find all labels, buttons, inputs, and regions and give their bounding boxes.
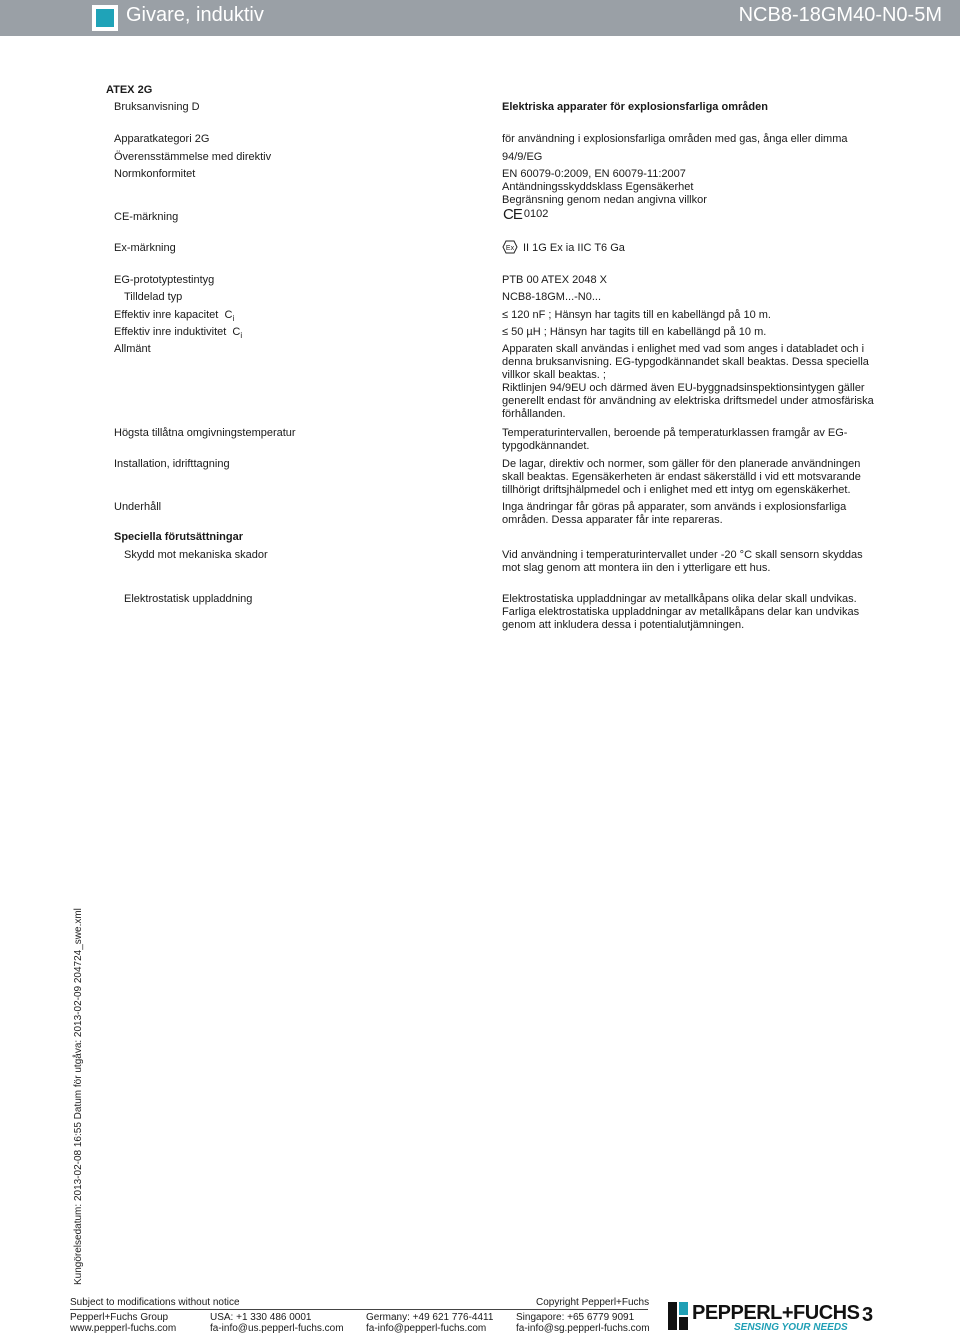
category-value: för användning i explosionsfarliga områden med gas, ånga eller dimma bbox=[502, 133, 848, 145]
norm-value-2: Antändningsskyddsklass Egensäkerhet bbox=[502, 181, 694, 193]
page-title: Givare, induktiv bbox=[126, 4, 264, 26]
manual-value: Elektriska apparater för explosionsfarliga områden bbox=[502, 101, 768, 113]
footer-germany-phone: Germany: +49 621 776-4411 bbox=[366, 1312, 494, 1323]
ex-value: II 1G Ex ia IIC T6 Ga bbox=[523, 242, 625, 254]
inductance-subscript: i bbox=[240, 331, 243, 341]
ex-hexagon-icon bbox=[502, 240, 518, 254]
footer-website[interactable]: www.pepperl-fuchs.com bbox=[70, 1323, 177, 1334]
capacitance-subscript: i bbox=[232, 314, 235, 324]
logo-wordmark: PEPPERL+FUCHS bbox=[692, 1302, 860, 1324]
ce-label: CE-märkning bbox=[114, 211, 179, 223]
publication-note: Kungörelsedatum: 2013-02-08 16:55 Datum för utgåva: 2013-02-09 204724_swe.xml bbox=[73, 908, 84, 1285]
svg-text:Ex: Ex bbox=[505, 245, 515, 252]
general-value-2: Riktlinjen 94/9EU och därmed även EU-byggnadsinspektionsintygen gäller generellt endast för användning av elektriska driftsmedel under atmosfäriska förhållanden. bbox=[502, 382, 874, 420]
inductance-value: ≤ 50 µH ; Hänsyn har tagits till en kabellängd på 10 m. bbox=[502, 326, 767, 338]
header-bar bbox=[0, 0, 960, 36]
ce-number: 0102 bbox=[523, 208, 549, 220]
installation-value: De lagar, direktiv och normer, som gäller för den planerade användningen skall beaktas. Egensäkerheten är endast säkerställd i vid ett motsvarande tillhörigt driftsjhälpmedel och i enlighet med ett intyg om egenskäkerhet. bbox=[502, 458, 861, 496]
footer-germany-email[interactable]: fa-info@pepperl-fuchs.com bbox=[366, 1323, 487, 1334]
norm-label: Normkonformitet bbox=[114, 168, 196, 180]
norm-value-3: Begränsning genom nedan angivna villkor bbox=[502, 194, 707, 206]
cert-value: PTB 00 ATEX 2048 X bbox=[502, 274, 607, 286]
manual-label: Bruksanvisning D bbox=[114, 101, 200, 113]
temperature-label: Högsta tillåtna omgivningstemperatur bbox=[114, 427, 296, 439]
section-heading: ATEX 2G bbox=[106, 84, 153, 96]
mechanical-value: Vid användning i temperaturintervallet under -20 °C skall sensorn skyddas mot slag genom att montera iin den i ytterligare ett hus. bbox=[502, 549, 863, 574]
type-value: NCB8-18GM...-N0... bbox=[502, 291, 602, 303]
footer-group: Pepperl+Fuchs Group bbox=[70, 1312, 169, 1323]
maintenance-label: Underhåll bbox=[114, 501, 162, 513]
ce-marking bbox=[503, 208, 548, 221]
inductance-symbol: C bbox=[232, 326, 241, 338]
norm-value-1: EN 60079-0:2009, EN 60079-11:2007 bbox=[502, 168, 686, 180]
category-label: Apparatkategori 2G bbox=[114, 133, 210, 145]
inductance-label-text: Effektiv inre induktivitet bbox=[114, 326, 227, 338]
capacitance-label-text: Effektiv inre kapacitet bbox=[114, 309, 219, 321]
footer-copyright: Copyright Pepperl+Fuchs bbox=[536, 1297, 650, 1308]
ex-label: Ex-märkning bbox=[114, 242, 176, 254]
special-conditions-heading: Speciella förutsättningar bbox=[114, 531, 243, 543]
capacitance-value: ≤ 120 nF ; Hänsyn har tagits till en kabellängd på 10 m. bbox=[502, 309, 771, 321]
installation-label: Installation, idrifttagning bbox=[114, 458, 230, 470]
electrostatic-value: Elektrostatiska uppladdningar av metallkåpans olika delar skall undvikas. Farliga elektrostatiska uppladdningar av metallkåpans delar kan undvikas genom att inkludera dessa i potentialutjämningen. bbox=[502, 593, 860, 631]
inductance-label bbox=[114, 326, 242, 342]
directive-label: Överensstämmelse med direktiv bbox=[114, 151, 272, 163]
maintenance-value: Inga ändringar får göras på apparater, som används i explosionsfarliga områden. Dessa apparater får inte repareras. bbox=[502, 501, 847, 526]
directive-value: 94/9/EG bbox=[502, 151, 543, 163]
footer-usa-email[interactable]: fa-info@us.pepperl-fuchs.com bbox=[210, 1323, 344, 1334]
footer-divider bbox=[70, 1309, 648, 1310]
cert-label: EG-prototyptestintyg bbox=[114, 274, 215, 286]
footer-usa-phone: USA: +1 330 486 0001 bbox=[210, 1312, 312, 1323]
temperature-value: Temperaturintervallen, beroende på temperaturklassen framgår av EG-typgodkännandet. bbox=[502, 427, 848, 452]
pepperl-fuchs-logo-icon bbox=[668, 1302, 688, 1330]
footer-singapore-phone: Singapore: +65 6779 9091 bbox=[516, 1312, 635, 1323]
footer-singapore-email[interactable]: fa-info@sg.pepperl-fuchs.com bbox=[516, 1323, 650, 1334]
ex-marking bbox=[502, 240, 625, 255]
product-square-icon bbox=[92, 5, 118, 31]
model-number: NCB8-18GM40-N0-5M bbox=[738, 4, 942, 26]
ce-mark-icon: CE bbox=[503, 206, 522, 223]
type-label: Tilldelad typ bbox=[124, 291, 183, 303]
mechanical-label: Skydd mot mekaniska skador bbox=[124, 549, 268, 561]
page-number: 3 bbox=[862, 1304, 874, 1326]
footer-notice: Subject to modifications without notice bbox=[70, 1297, 240, 1308]
general-value-1: Apparaten skall användas i enlighet med vad som anges i databladet och i denna bruksanvisning. EG-typgodkännandet skall beaktas. Dessa speciella villkor skall beaktas. ; bbox=[502, 343, 869, 381]
capacitance-label bbox=[114, 309, 234, 325]
capacitance-symbol: C bbox=[224, 309, 233, 321]
electrostatic-label: Elektrostatisk uppladdning bbox=[124, 593, 253, 605]
logo-tagline: SENSING YOUR NEEDS bbox=[734, 1322, 848, 1333]
general-label: Allmänt bbox=[114, 343, 151, 355]
